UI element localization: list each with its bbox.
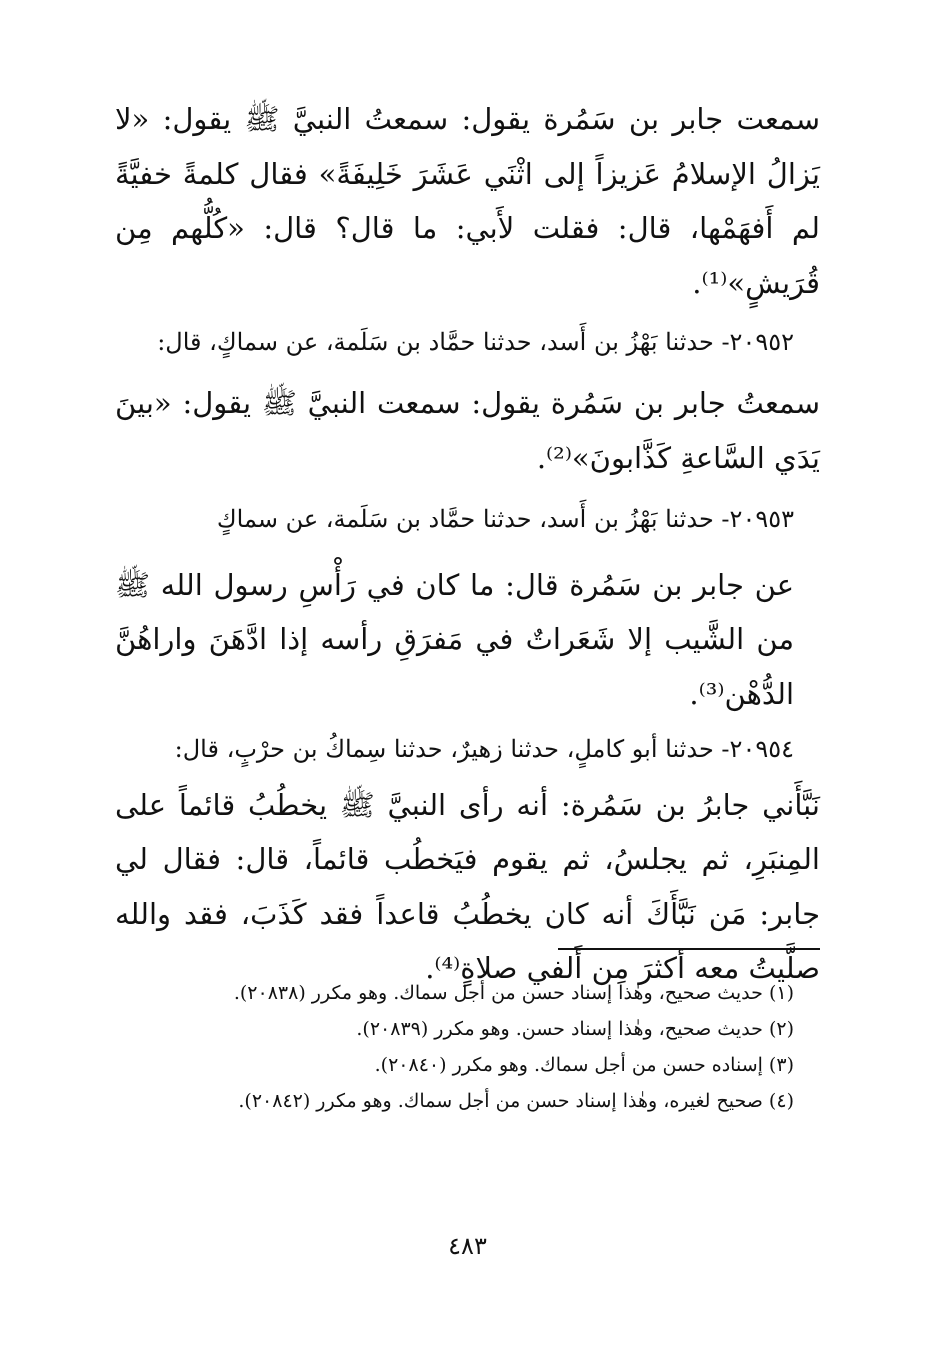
- hadith-text-block: عن جابر بن سَمُرة قال: ما كان في رَأْسِ رسول الله ﷺ من الشَّيب إلا شَعَراتٌ في مَفرَقِ رأسه إذا ادَّهَنَ واراهُنَّ الدُّهْن⁽³⁾.: [115, 567, 794, 711]
- footnote: (١) حديث صحيح، وهٰذا إسناد حسن من أجل سماك. وهو مكرر (٢٠٨٣٨).: [233, 982, 794, 1004]
- hadith-chain-20954: ٢٠٩٥٤- حدثنا أبو كاملٍ، حدثنا زهيرٌ، حدثنا سِماكُ بن حرْبٍ، قال:: [174, 735, 794, 764]
- footnote-separator: [558, 948, 820, 950]
- footnote: (٢) حديث صحيح، وهٰذا إسناد حسن. وهو مكرر (٢٠٨٣٩).: [356, 1018, 794, 1041]
- hadith-text-block: سمعت جابر بن سَمُرة يقول: سمعتُ النبيَّ ﷺ يقول: «لا يَزالُ الإسلامُ عَزيزاً إلى اثْنَي عَشَرَ خَلِيفَةً» فقال كلمةً خفيَّةً لم أَفهَمْها، قال: فقلت لأَبي: ما قال؟ قال: «كُلُّهم مِن قُرَيشٍ»⁽¹⁾.: [115, 102, 820, 300]
- main-text: [115, 92, 820, 996]
- page-number: ٤٨٣: [448, 1232, 487, 1260]
- hadith-chain-20953: ٢٠٩٥٣- حدثنا بَهْزُ بن أَسد، حدثنا حمَّاد بن سَلَمة، عن سماكٍ: [216, 505, 794, 534]
- hadith-text-block: نَبَّأَني جابرُ بن سَمُرة: أنه رأى النبيَّ ﷺ يخطُبُ قائماً على المِنبَرِ، ثم يجلسُ، ثم يقوم فيَخطُب قائماً، قال: فقال لي جابر: مَن نَبَّأَكَ أنه كان يخطُبُ قاعداً فقد كَذَبَ، فقد والله صلَّيتُ معه أكثرَ مِن أَلفي صلاةٍ⁽⁴⁾.: [115, 787, 820, 986]
- footnote: (٣) إسناده حسن من أجل سماك. وهو مكرر (٢٠٨٤٠).: [374, 1054, 794, 1077]
- footnote: (٤) صحيح لغيره، وهٰذا إسناد حسن من أجل سماك. وهو مكرر (٢٠٨٤٢).: [238, 1090, 794, 1113]
- hadith-chain-20952: ٢٠٩٥٢- حدثنا بَهْزُ بن أَسد، حدثنا حمَّاد بن سَلَمة، عن سماكٍ، قال:: [157, 328, 794, 357]
- hadith-text-block: سمعتُ جابر بن سَمُرة يقول: سمعت النبيَّ ﷺ يقول: «بينَ يَدَي السَّاعةِ كَذَّابونَ»⁽²⁾.: [115, 386, 820, 475]
- footnotes: [115, 975, 820, 1119]
